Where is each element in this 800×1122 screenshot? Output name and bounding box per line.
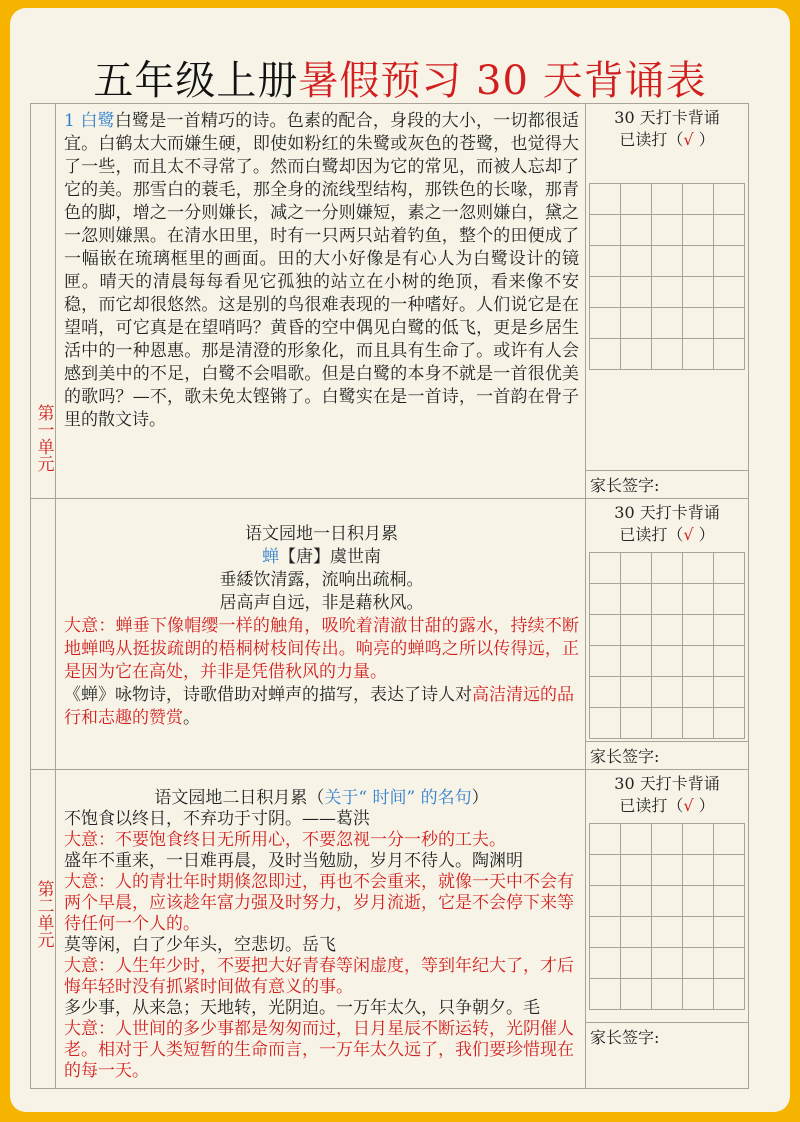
checkin-grid-1[interactable]: [589, 183, 745, 370]
checkin-title-3: 30 天打卡背诵: [614, 774, 720, 793]
checkin-cell-3: [586, 770, 749, 1089]
chan-heading: 语文园地一日积月累: [245, 524, 398, 544]
time-quotes-section: [56, 770, 585, 1082]
checkin-read-1: 已读打（√ ）: [619, 130, 715, 149]
checkin-header-1: [586, 104, 748, 151]
content-cell-2: [56, 499, 586, 770]
unit-cell-1: [31, 104, 56, 499]
checkin-cell-2: [586, 499, 749, 770]
checkin-header-3: [586, 770, 748, 817]
unit-cell-2: [31, 499, 56, 770]
page-title: [10, 56, 790, 106]
unit-label-2: 第二单元: [33, 880, 54, 948]
bailu-text: 白鹭是一首精巧的诗。色素的配合，身段的大小，一切都很适宜。白鹤太大而嫌生硬，即使如粉红的朱鹭或灰色的苍鹭，也觉得大了一些，而且太不寻常了。然而白鹭却因为它的常见，而被人忘却了它的美。那雪白的蓑毛，那全身的流线型结构，那铁色的长喙，那青色的脚，增之一分则嫌长，减之一分则嫌短，素之一忽则嫌白，黛之一忽则嫌黑。在清水田里，时有一只两只站着钓鱼，整个的田便成了一幅嵌在琉璃框里的画面。田的大小好像是有心人为白鹭设计的镜匣。晴天的清晨每每看见它孤独的站立在小树的绝顶，看来像不安稳，而它却很悠然。这是别的鸟很难表现的一种嗜好。人们说它是在望哨，可它真是在望哨吗？黄昏的空中偶见白鹭的低飞，更是乡居生活中的一种恩惠。那是清澄的形象化，而且具有生命了。或许有人会感到美中的不足，白鹭不会唱歌。但是白鹭的本身不就是一首很优美的歌吗？—不，歌未免太铿锵了。白鹭实在是一首诗，一首韵在骨子里的散文诗。: [64, 111, 580, 430]
chan-title-line: [64, 546, 579, 569]
row-chan: [31, 499, 749, 770]
checkin-grid-3[interactable]: [589, 823, 745, 1010]
time-heading: 语文园地二日积月累（关于“ 时间” 的名句）: [154, 788, 489, 808]
quote-4: 多少事，从来急；天地转，光阴迫。一万年太久，只争朝夕。毛: [64, 998, 540, 1018]
unit-label-1: 第一单元: [33, 404, 54, 472]
parent-signature-1[interactable]: 家长签字:: [586, 470, 748, 498]
bailu-passage: [56, 104, 585, 432]
quote-2: 盛年不重来，一日难再晨，及时当勉励，岁月不待人。陶渊明: [64, 851, 523, 871]
checkin-cell-1: [586, 104, 749, 499]
recitation-table: [30, 103, 749, 1089]
checkin-title-2: 30 天打卡背诵: [614, 503, 720, 522]
checkin-grid-2[interactable]: [589, 552, 745, 739]
title-main: 暑假预习 30 天背诵表: [298, 58, 707, 104]
checkin-read-2: 已读打（√ ）: [619, 525, 715, 544]
chan-line-2: 居高声自远，非是藉秋风。: [219, 593, 424, 613]
quote-1-meaning: 大意：不要饱食终日无所用心，不要忽视一分一秒的工夫。: [64, 830, 506, 850]
parent-signature-2[interactable]: 家长签字:: [586, 741, 748, 769]
unit-cell-3: [31, 770, 56, 1089]
quote-3: 莫等闲，白了少年头，空悲切。岳飞: [64, 935, 336, 955]
bailu-title: 白鹭: [80, 111, 115, 131]
row-time-quotes: [31, 770, 749, 1089]
chan-section: [56, 499, 585, 730]
title-grade: 五年级上册: [93, 58, 299, 104]
checkin-read-3: 已读打（√ ）: [619, 796, 715, 815]
content-cell-1: [56, 104, 586, 499]
chan-comment: 《蝉》咏物诗，诗歌借助对蝉声的描写，表达了诗人对高洁清远的品行和志趣的赞赏。: [64, 685, 574, 728]
parent-signature-3[interactable]: 家长签字:: [586, 1022, 748, 1088]
chan-author: 【唐】虞世南: [279, 547, 381, 567]
quote-1: 不饱食以终日，不弃功于寸阴。——葛洪: [64, 809, 370, 829]
chan-meaning: 大意：蝉垂下像帽缨一样的触角，吸吮着清澈甘甜的露水，持续不断地蝉鸣从挺拔疏朗的梧桐树枝间传出。响亮的蝉鸣之所以传得远，正是因为它在高处，并非是凭借秋风的力量。: [64, 616, 579, 682]
quote-4-meaning: 大意：人世间的多少事都是匆匆而过，日月星辰不断运转，光阴催人老。相对于人类短暂的生命而言，一万年太久远了，我们要珍惜现在的每一天。: [64, 1019, 574, 1081]
checkin-header-2: [586, 499, 748, 546]
quote-2-meaning: 大意：人的青壮年时期倏忽即过，再也不会重来，就像一天中不会有两个早晨，应该趁年富力强及时努力，岁月流逝，它是不会停下来等待任何一个人的。: [64, 872, 574, 934]
chan-poem-title: 蝉: [262, 547, 279, 567]
row-bailu: [31, 104, 749, 499]
checkin-title-1: 30 天打卡背诵: [614, 108, 720, 127]
quote-3-meaning: 大意：人生年少时，不要把大好青春等闲虚度，等到年纪大了，才后悔年轻时没有抓紧时间做有意义的事。: [64, 956, 574, 997]
bailu-number: 1: [64, 111, 75, 131]
content-cell-3: [56, 770, 586, 1089]
chan-line-1: 垂緌饮清露，流响出疏桐。: [219, 570, 424, 590]
